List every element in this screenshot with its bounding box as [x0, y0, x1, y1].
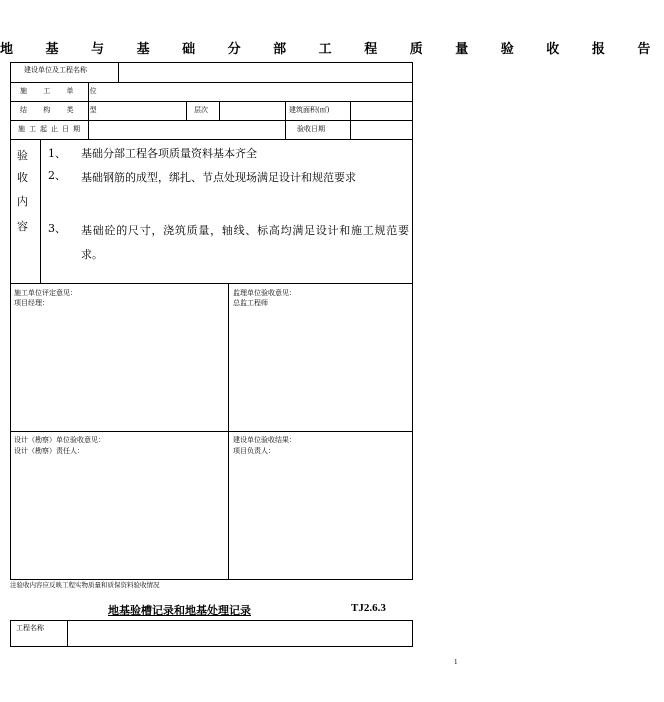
structure-type-label: 结 构 类 型 — [20, 106, 104, 114]
project-manager-label: 项目经理： — [14, 299, 49, 307]
acceptance-date-label: 验收日期 — [297, 125, 325, 133]
start-end-date-label: 施工起止日期 — [18, 125, 84, 133]
acceptance-item-2-number: 2、 — [48, 169, 66, 182]
floors-label: 层次 — [194, 106, 208, 114]
acceptance-item-3-number: 3、 — [48, 222, 66, 235]
footnote: 注验收内容应反映工程实物质量和质保资料验收情况 — [10, 581, 160, 589]
owner-result-label: 建设单位验收结果： — [233, 436, 296, 444]
building-area-label: 建筑面积(㎡) — [289, 106, 330, 114]
acceptance-label-char-2: 收 — [17, 171, 28, 184]
second-form-title: 地基验槽记录和地基处理记录 — [108, 604, 251, 617]
acceptance-item-1-text: 基础分部工程各项质量资料基本齐全 — [81, 147, 257, 160]
supervision-opinion-label: 监理单位验收意见： — [233, 289, 296, 297]
project-name-field-label: 工程名称 — [16, 624, 44, 632]
design-opinion-label: 设计（勘察）单位验收意见： — [14, 436, 105, 444]
construction-unit-label: 施 工 单 位 — [20, 87, 104, 95]
acceptance-label-char-1: 验 — [17, 149, 28, 162]
report-title: 地 基 与 基 础 分 部 工 程 质 量 验 收 报 告 — [0, 42, 664, 57]
chief-engineer-label: 总监工程师 — [233, 299, 268, 307]
acceptance-label-char-3: 内 — [17, 195, 28, 208]
design-responsible-label: 设计（勘察）责任人： — [14, 447, 84, 455]
page-number: 1 — [454, 658, 458, 666]
form-code: TJ2.6.3 — [351, 602, 386, 614]
owner-responsible-label: 项目负责人： — [233, 447, 275, 455]
project-name-label: 建设单位及工程名称 — [24, 66, 87, 74]
acceptance-item-3-text: 基础砼的尺寸，浇筑质量，轴线、标高均满足设计和施工规范要求。 — [81, 224, 409, 261]
acceptance-item-2-text: 基础钢筋的成型，绑扎、节点处现场满足设计和规范要求 — [81, 171, 356, 184]
acceptance-label-char-4: 容 — [17, 220, 28, 233]
acceptance-item-1-number: 1、 — [48, 147, 66, 160]
construction-unit-opinion-label: 施工单位评定意见： — [14, 289, 77, 297]
